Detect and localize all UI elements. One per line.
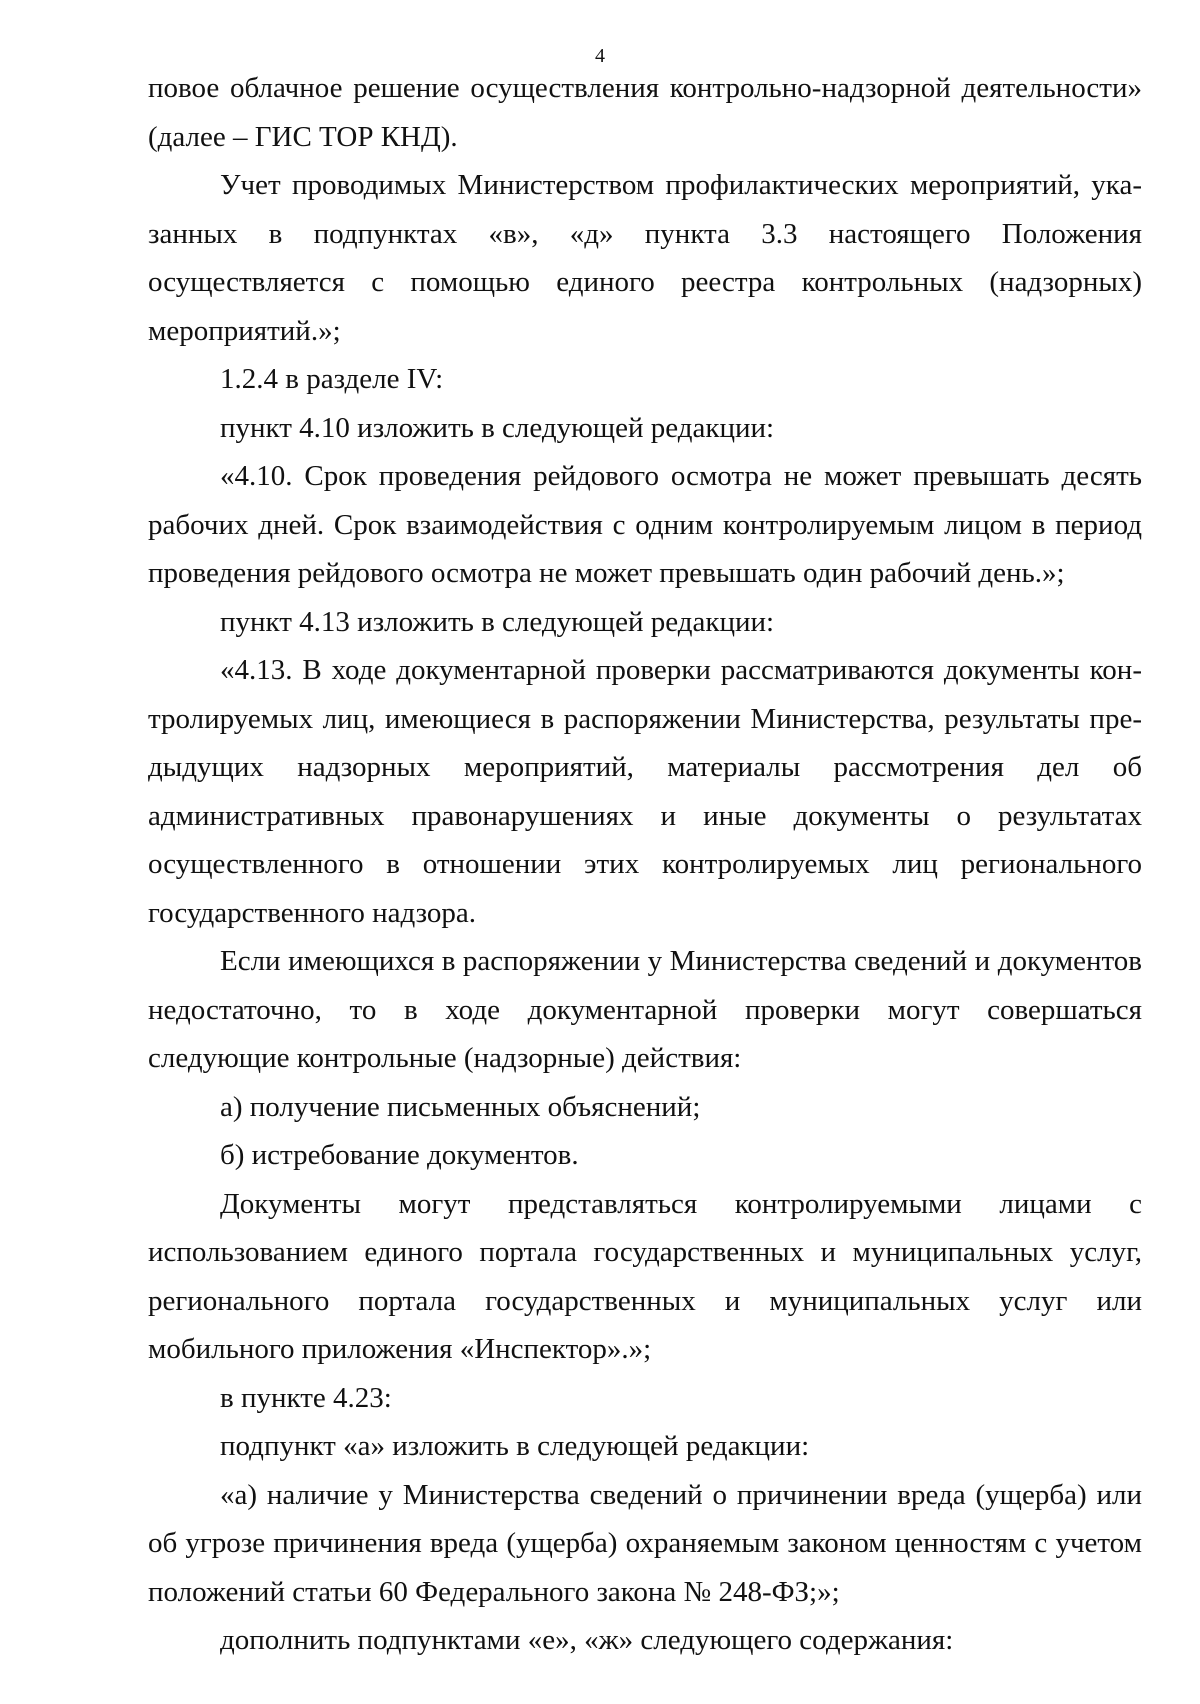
- paragraph: дополнить подпунктами «е», «ж» следующего содержания:: [220, 1624, 954, 1656]
- paragraph: «а) наличие у Министерства сведений о причинении вреда (ущерба) или об угрозе причинения вреда (ущерба) охраняемым законом ценностям с учетом положений статьи 60 Федерального закона № 248-ФЗ;»;: [148, 1478, 1142, 1608]
- paragraph: подпункт «а» изложить в следующей редакции:: [220, 1430, 810, 1462]
- paragraph: пункт 4.13 изложить в следующей редакции:: [220, 605, 775, 638]
- paragraph: в пункте 4.23:: [220, 1381, 392, 1414]
- paragraph: б) истребование документов.: [220, 1139, 579, 1171]
- paragraph: повое облачное решение осуществления контрольно-надзорной деятельности» (далее – ГИС ТОР КНД).: [148, 72, 1142, 153]
- document-body: [148, 64, 1142, 1665]
- paragraph: 1.2.4 в разделе IV:: [220, 363, 444, 395]
- paragraph: Если имеющихся в распоряжении у Министерства сведений и документов недостаточно, то в ходе документарной проверки могут совершаться следующие контрольные (надзорные) действия:: [148, 945, 1142, 1074]
- paragraph: а) получение письменных объяснений;: [220, 1090, 701, 1123]
- paragraph: «4.13. В ходе документарной проверки рассматриваются документы контролируемых лиц, имеющиеся в распоряжении Министерства, результаты предыдущих надзорных мероприятий, материалы рассмотрения дел об административных правонарушениях и иные документы о результатах осуществленного в отношении этих контролируемых лиц регионального государственного надзора.: [148, 654, 1142, 929]
- paragraph: Документы могут представляться контролируемыми лицами с использованием единого портала государственных и муниципальных услуг, регионального портала государственных и муниципальных услуг или мобильного приложения «Инспектор».»;: [148, 1187, 1142, 1365]
- paragraph: пункт 4.10 изложить в следующей редакции:: [220, 411, 775, 444]
- paragraph: «4.10. Срок проведения рейдового осмотра не может превышать десять рабочих дней. Срок взаимодействия с одним контролируемым лицом в период проведения рейдового осмотра не может превышать один рабочий день.»;: [148, 460, 1142, 589]
- paragraph: Учет проводимых Министерством профилактических мероприятий, указанных в подпунктах «в», «д» пункта 3.3 настоящего Положения осуществляется с помощью единого реестра контрольных (надзорных) мероприятий.»;: [148, 169, 1142, 347]
- page-number: 4: [595, 45, 605, 67]
